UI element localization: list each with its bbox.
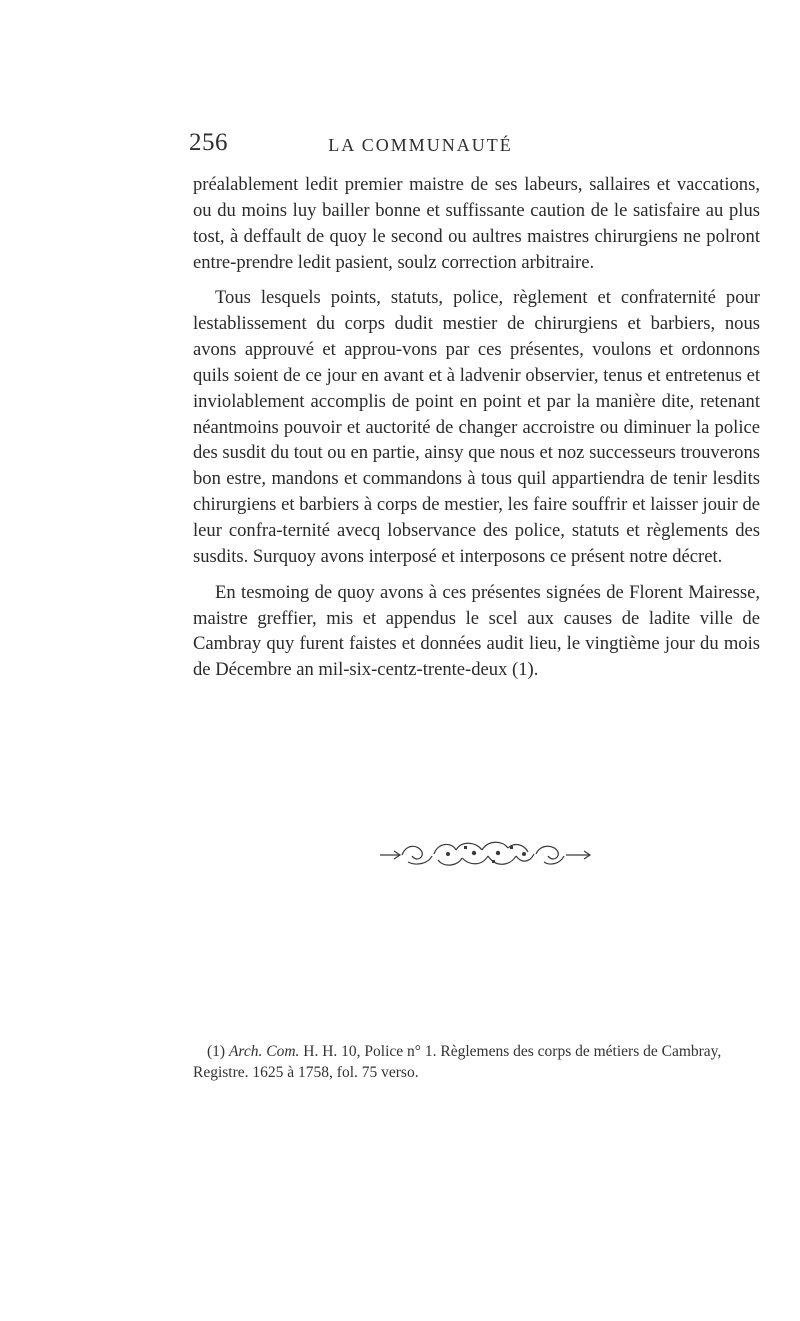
page-number: 256 — [189, 129, 228, 156]
body-text — [193, 172, 760, 693]
footnote-reference: H. H. 10, Police n° 1. Règlemens des corps de métiers de Cambray, Registre. 1625 à 1758, fol. 75 verso. — [193, 1043, 722, 1081]
footnote-marker: (1) — [207, 1043, 226, 1060]
paragraph-attestation: En tesmoing de quoy avons à ces présentes signées de Florent Mairesse, maistre greffier, mis et appendus le scel aux causes de ladite ville de Cambray quy furent faistes et données audit lieu, le vingtième jour du mois de Décembre an mil-six-centz-trente-deux (1). — [193, 581, 760, 681]
paragraph-continued: préalablement ledit premier maistre de ses labeurs, sallaires et vaccations, ou du moins luy bailler bonne et suffissante caution de le satisfaire au plus tost, à deffault de quoy le second ou aultres maistres chirurgiens ne polront entre-prendre ledit pasient, soulz correction arbitraire. — [193, 174, 760, 273]
fleuron-ornament-icon — [378, 836, 592, 870]
footnote — [193, 1041, 760, 1083]
paragraph-statutes: Tous lesquels points, statuts, police, règlement et confraternité pour lestablissement du corps dudit mestier de chirurgiens et barbiers, nous avons approuvé et approu-vons par ces présentes, voulons et ordonnons quils soient de ce jour en avant et à ladvenir observier, tenus et entretenus et inviolablement accomplis de point en point et par la manière dite, retenant néantmoins pouvoir et auctorité de changer accroistre ou diminuer la police des susdit du tout ou en partie, ainsy que nous et noz successeurs trouverons bon estre, mandons et commandons à tous quil appartiendra de tenir lesdits chirurgiens et barbiers à corps de mestier, les faire souffrir et laisser jouir de leur confra-ternité avecq lobservance des police, statuts et règlements des susdits. Surquoy avons interposé et interposons ce présent notre décret. — [193, 287, 761, 567]
running-head: LA COMMUNAUTÉ — [328, 135, 513, 155]
footnote-source: Arch. Com. — [228, 1043, 300, 1060]
